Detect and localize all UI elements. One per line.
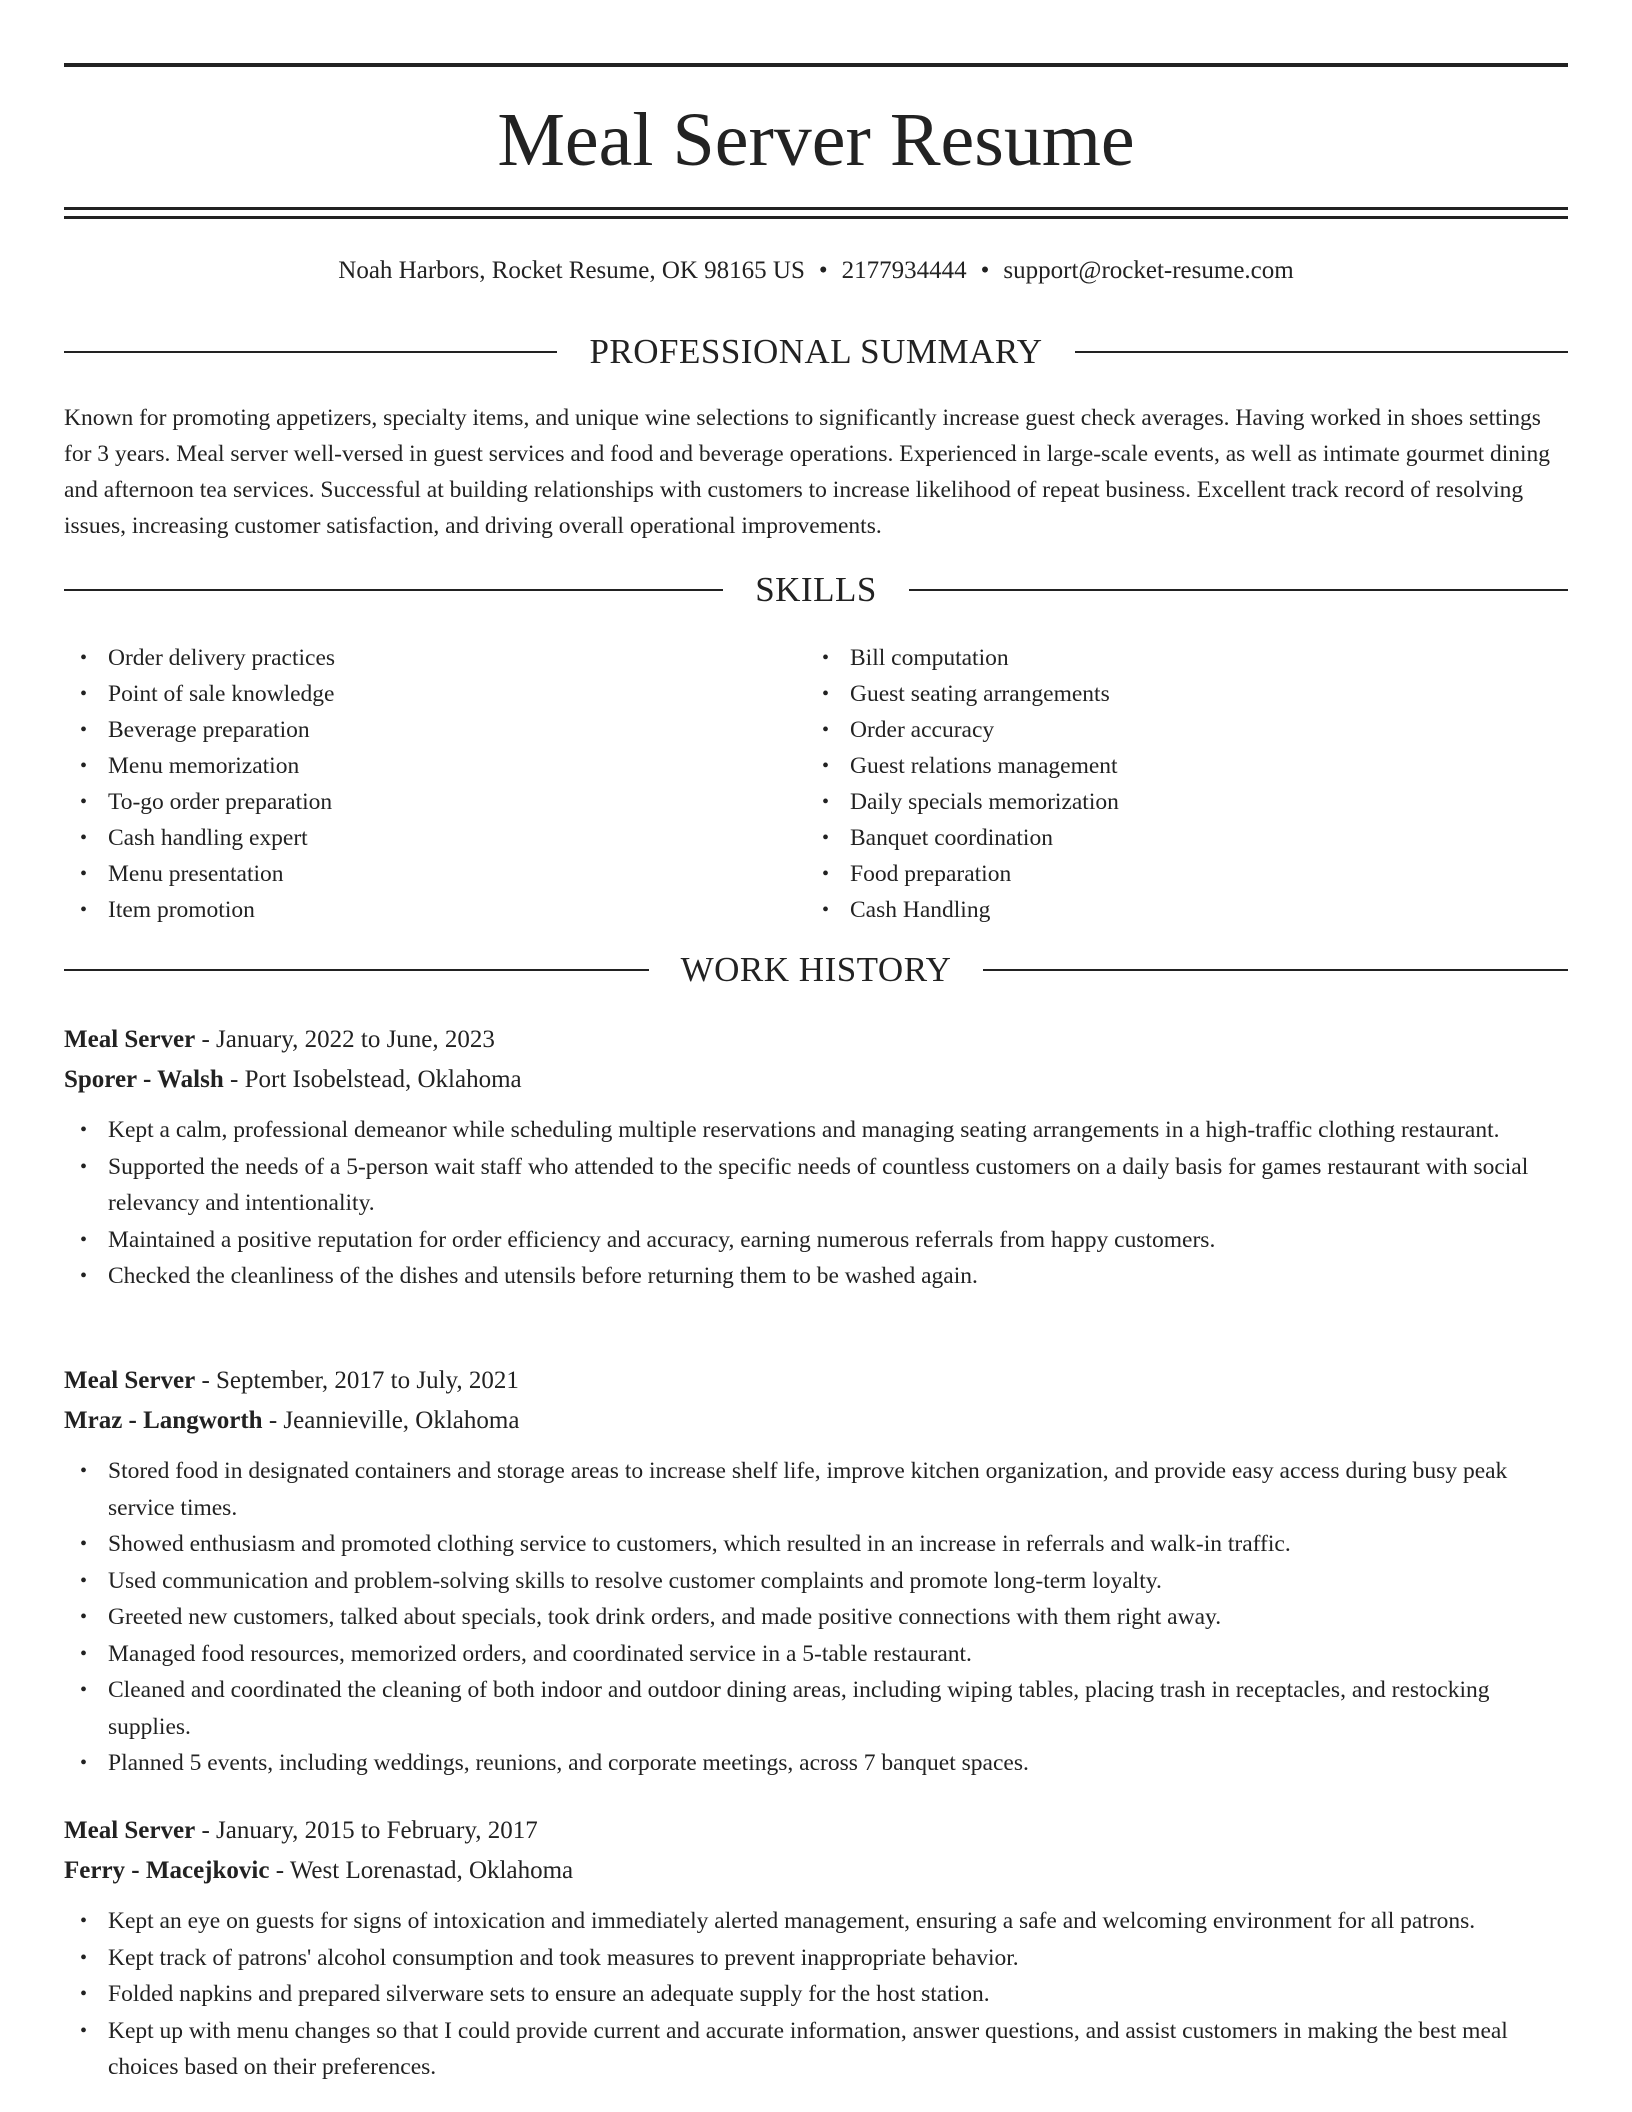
job-bullet: • Used communication and problem-solving skills to resolve customer complaints and promote long-term loyalty. [80, 1567, 1162, 1594]
skill-item: • Daily specials memorization [822, 789, 1119, 815]
title-double-rule [64, 207, 1568, 219]
job-dates: - January, 2022 to June, 2023 [195, 1026, 495, 1053]
contact-separator: • [980, 257, 990, 284]
job-entry [64, 1020, 1568, 1295]
job-title: Meal Server [64, 1367, 196, 1394]
contact-email: support@rocket-resume.com [1003, 257, 1294, 284]
job-company: Ferry - Macejkovic [64, 1857, 270, 1884]
skills-column-right [806, 640, 1548, 928]
skill-item: • Menu presentation [80, 861, 284, 887]
skill-item: • Cash Handling [822, 897, 991, 923]
job-bullet: • Kept a calm, professional demeanor while scheduling multiple reservations and managing seating arrangements in a high-traffic clothing restaurant. [80, 1117, 1500, 1143]
job-bullet: • Kept track of patrons' alcohol consumption and took measures to prevent inappropriate behavior. [80, 1944, 1019, 1971]
skill-item: • Guest seating arrangements [822, 681, 1110, 707]
section-heading-summary [64, 330, 1568, 374]
job-company-line [64, 1851, 1568, 1891]
job-bullet: • Kept up with menu changes so that I could provide current and accurate information, answer questions, and assist customers in making the best meal choices based on their preferences. [80, 2017, 1508, 2080]
skill-item: • Guest relations management [822, 753, 1118, 779]
job-title: Meal Server [64, 1817, 196, 1844]
job-title: Meal Server [64, 1026, 196, 1053]
job-entry [64, 1811, 1568, 2086]
skill-item: • Item promotion [80, 897, 255, 923]
summary-text: Known for promoting appetizers, specialty items, and unique wine selections to significantly increase guest check averages. Having worked in shoes settings for 3 years. Meal server well-versed in guest services and food and beverage operations. Experienced in large-scale events, as well as intimate gourmet dining and afternoon tea services. Successful at building relationships with customers to increase likelihood of repeat business. Excellent track record of resolving issues, increasing customer satisfaction, and driving overall operational improvements. [64, 405, 1551, 539]
job-bullets [64, 1453, 1568, 1782]
skill-item: • Cash handling expert [80, 825, 308, 851]
divider [909, 589, 1568, 591]
skill-item: • Order delivery practices [80, 645, 336, 671]
job-bullet: • Kept an eye on guests for signs of intoxication and immediately alerted management, ensuring a safe and welcoming environment for all patrons. [80, 1908, 1476, 1934]
job-entry [64, 1361, 1568, 1782]
contact-phone: 2177934444 [841, 257, 967, 284]
top-rule [64, 63, 1568, 67]
skill-item: • Beverage preparation [80, 717, 310, 743]
job-title-line [64, 1811, 1568, 1851]
job-dates: - September, 2017 to July, 2021 [195, 1367, 519, 1394]
job-bullet: • Folded napkins and prepared silverware sets to ensure an adequate supply for the host station. [80, 1981, 990, 2007]
skill-item: • Menu memorization [80, 753, 300, 779]
job-bullet: • Greeted new customers, talked about specials, took drink orders, and made positive connections with them right away. [80, 1604, 1222, 1630]
section-heading-skills [64, 568, 1568, 612]
job-bullet: • Planned 5 events, including weddings, reunions, and corporate meetings, across 7 banquet spaces. [80, 1750, 1029, 1776]
job-title-line [64, 1361, 1568, 1401]
job-bullet: • Maintained a positive reputation for order efficiency and accuracy, earning numerous referrals from happy customers. [80, 1226, 1216, 1253]
job-dates: - January, 2015 to February, 2017 [195, 1817, 538, 1844]
job-company: Sporer - Walsh [64, 1066, 224, 1093]
divider [983, 969, 1568, 971]
job-bullet: • Stored food in designated containers and storage areas to increase shelf life, improve kitchen organization, and provide easy access during busy peak service times. [80, 1458, 1508, 1521]
job-company: Mraz - Langworth [64, 1407, 263, 1434]
divider [64, 589, 723, 591]
job-bullets [64, 1903, 1568, 2086]
job-bullet: • Supported the needs of a 5-person wait staff who attended to the specific needs of countless customers on a daily basis for games restaurant with social relevancy and intentionality. [80, 1153, 1529, 1216]
job-location: - Jeannieville, Oklahoma [262, 1407, 520, 1434]
job-company-line [64, 1401, 1568, 1441]
job-company-line [64, 1060, 1568, 1100]
section-heading-work-history [64, 948, 1568, 992]
skill-item: • Food preparation [822, 861, 1012, 887]
skill-item: • Point of sale knowledge [80, 681, 335, 707]
skill-item: • To-go order preparation [80, 789, 333, 815]
divider [1075, 351, 1568, 353]
job-location: - Port Isobelstead, Oklahoma [223, 1066, 522, 1093]
skills-column-left [64, 640, 806, 928]
skill-item: • Bill computation [822, 645, 1009, 671]
job-title-line [64, 1020, 1568, 1060]
job-bullet: • Showed enthusiasm and promoted clothing service to customers, which resulted in an increase in referrals and walk-in traffic. [80, 1531, 1291, 1557]
page-title: Meal Server Resume [497, 98, 1135, 182]
skill-item: • Banquet coordination [822, 825, 1053, 851]
contact-address: Noah Harbors, Rocket Resume, OK 98165 US [338, 257, 805, 284]
section-title: WORK HISTORY [680, 950, 952, 989]
divider [64, 351, 557, 353]
skills-list [64, 640, 1568, 928]
divider [64, 969, 649, 971]
job-bullet: • Cleaned and coordinated the cleaning of both indoor and outdoor dining areas, including wiping tables, placing trash in receptacles, and restocking supplies. [80, 1677, 1490, 1740]
skill-item: • Order accuracy [822, 717, 995, 743]
job-bullet: • Checked the cleanliness of the dishes and utensils before returning them to be washed again. [80, 1263, 978, 1289]
section-title: SKILLS [755, 570, 877, 609]
job-location: - West Lorenastad, Oklahoma [269, 1857, 574, 1884]
contact-separator: • [818, 257, 828, 284]
contact-line [64, 254, 1568, 288]
job-bullet: • Managed food resources, memorized orders, and coordinated service in a 5-table restaurant. [80, 1640, 972, 1667]
section-title: PROFESSIONAL SUMMARY [589, 332, 1043, 371]
job-bullets [64, 1112, 1568, 1295]
